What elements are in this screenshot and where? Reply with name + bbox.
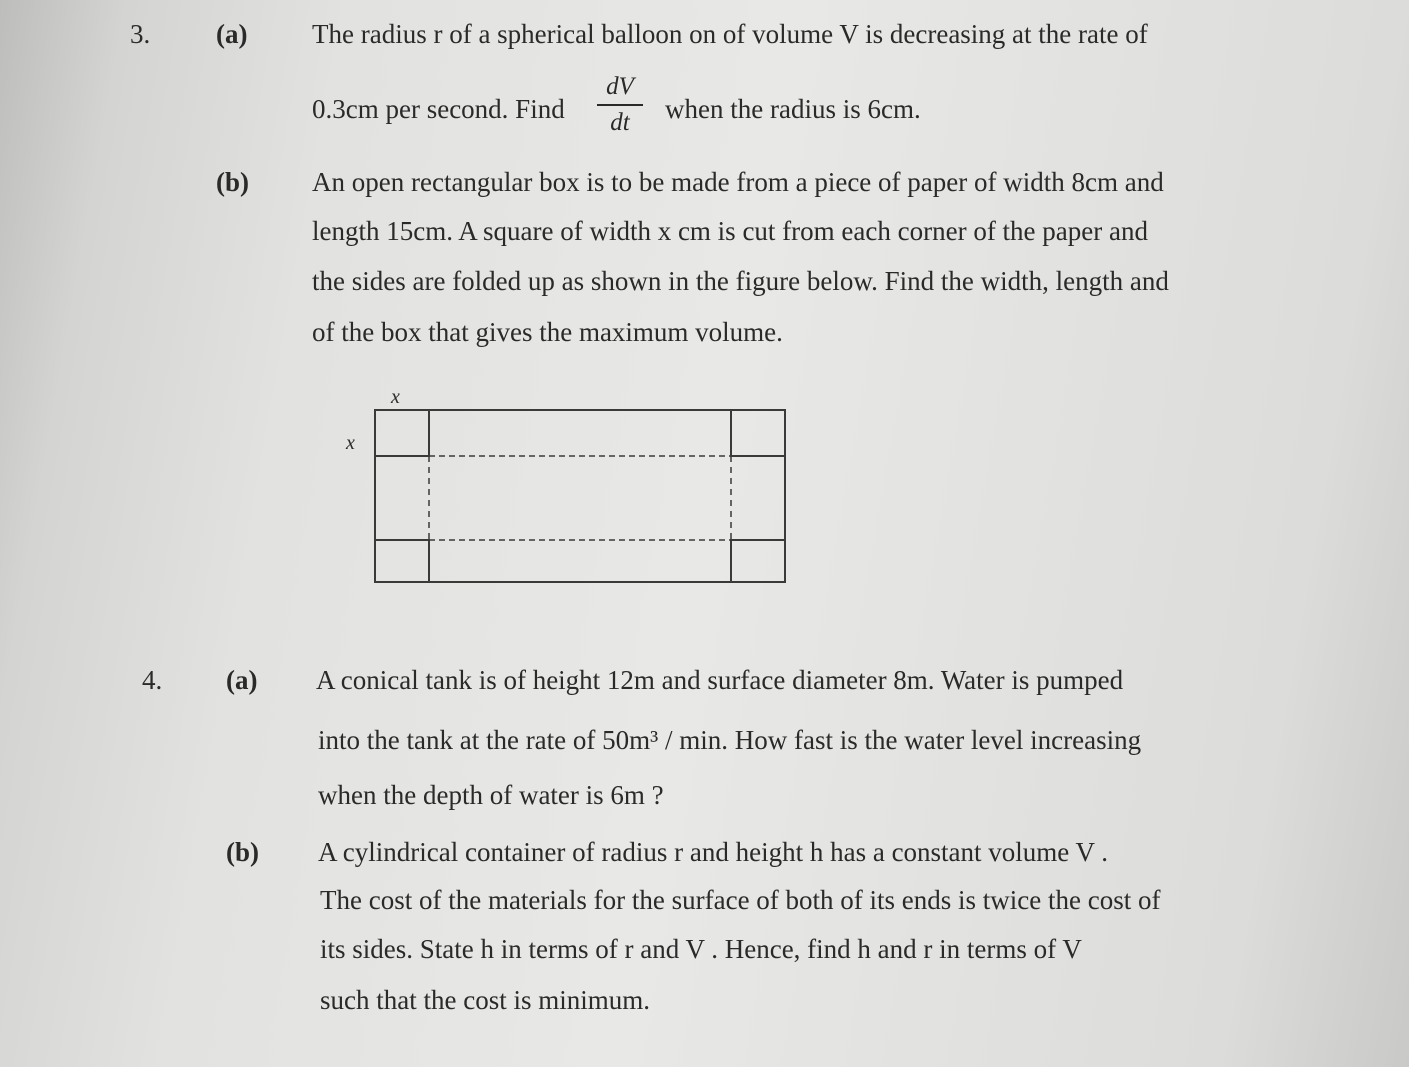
paper-net-diagram — [330, 382, 800, 597]
question-4a-line-2: into the tank at the rate of 50m³ / min. How fast is the water level increasing — [318, 725, 1142, 755]
question-3b-line-3: the sides are folded up as shown in the figure below. Find the width, length and — [312, 266, 1169, 296]
question-4-number: 4. — [142, 665, 163, 695]
question-4b-line-1: A cylindrical container of radius r and height h has a constant volume V . — [318, 837, 1109, 867]
corner-square-top-left — [375, 410, 429, 456]
question-4b-line-3: its sides. State h in terms of r and V . Hence, find h and r in terms of V — [320, 934, 1082, 964]
corner-square-top-right — [731, 410, 785, 456]
paper-outline — [375, 410, 785, 582]
question-4a-line-1: A conical tank is of height 12m and surface diameter 8m. Water is pumped — [316, 665, 1124, 695]
question-3b-line-2: length 15cm. A square of width x cm is cut from each corner of the paper and — [312, 216, 1148, 246]
question-3a-line-2-post: when the radius is 6cm. — [665, 94, 921, 124]
fraction-dv-dt — [597, 72, 643, 138]
question-4b-label: (b) — [226, 837, 259, 867]
fraction-bar — [597, 104, 643, 106]
question-3a-line-2-pre: 0.3cm per second. Find — [312, 94, 565, 124]
question-4a-line-3: when the depth of water is 6m ? — [318, 780, 664, 810]
question-3-number: 3. — [130, 19, 151, 49]
corner-square-bottom-left — [375, 540, 429, 582]
question-3a-label: (a) — [216, 19, 248, 49]
question-3b-line-4: of the box that gives the maximum volume. — [312, 317, 783, 347]
fraction-denominator: dt — [610, 109, 630, 136]
question-3a-line-1: The radius r of a spherical balloon on of volume V is decreasing at the rate of — [312, 19, 1148, 49]
question-4a-label: (a) — [226, 665, 258, 695]
figure-label-x-side: x — [346, 432, 355, 454]
figure-label-x-top: x — [391, 386, 400, 408]
question-4b-line-4: such that the cost is minimum. — [320, 985, 650, 1015]
question-3b-line-1: An open rectangular box is to be made from a piece of paper of width 8cm and — [312, 167, 1164, 197]
corner-square-bottom-right — [731, 540, 785, 582]
box-net-figure — [330, 382, 800, 597]
question-3b-label: (b) — [216, 167, 249, 197]
question-4b-line-2: The cost of the materials for the surface of both of its ends is twice the cost of — [320, 885, 1161, 915]
fraction-numerator: dV — [606, 73, 634, 100]
